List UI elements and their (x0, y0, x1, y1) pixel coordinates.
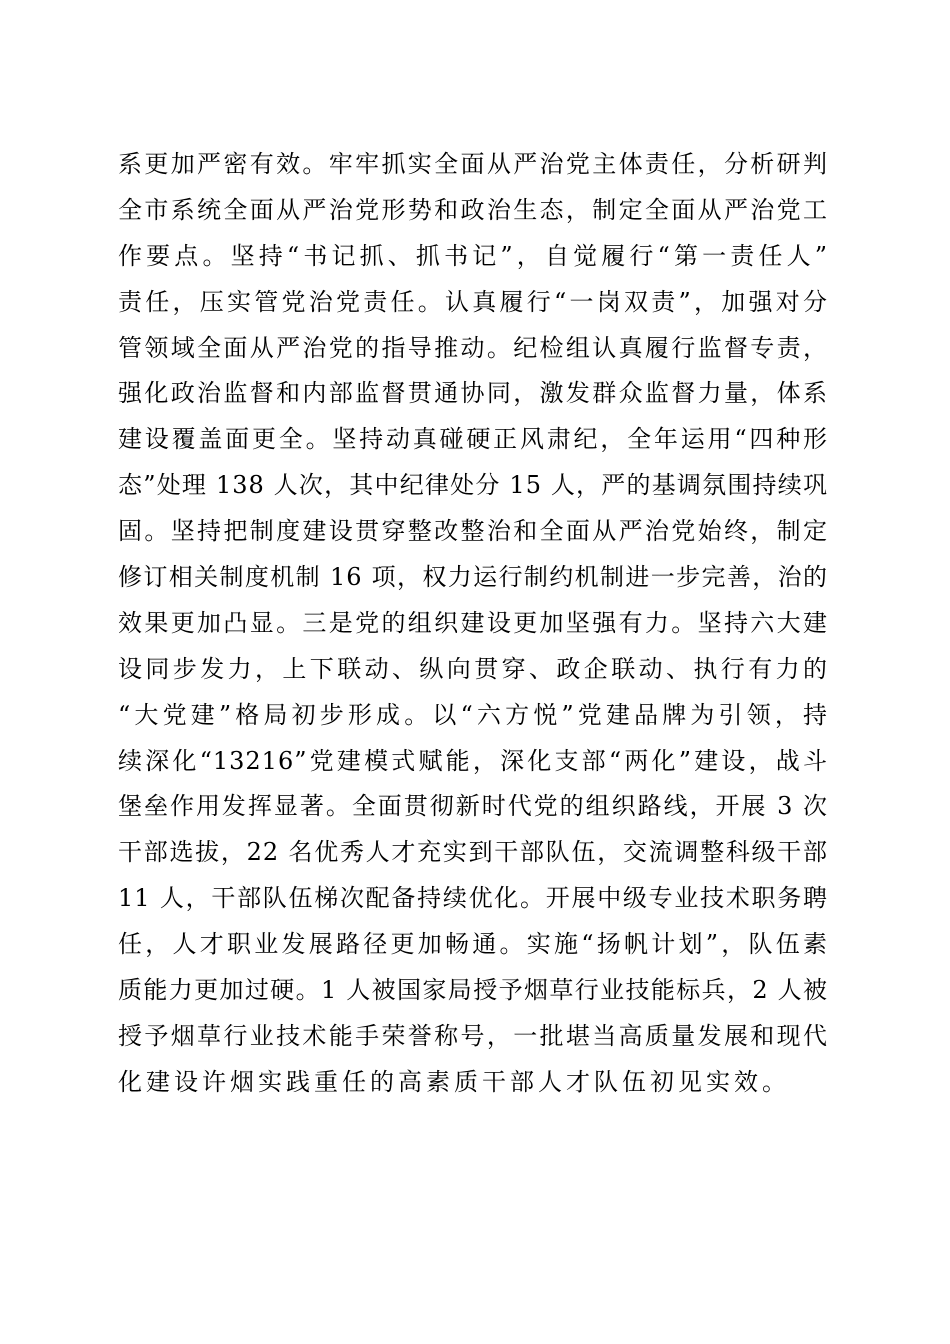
text-line: 强化政治监督和内部监督贯通协同，激发群众监督力量，体系 (118, 379, 828, 408)
body-paragraph (118, 142, 828, 1106)
text-line: 堡垒作用发挥显著。全面贯彻新时代党的组织路线，开展 3 次 (118, 792, 828, 821)
text-line: 全市系统全面从严治党形势和政治生态，制定全面从严治党工 (118, 195, 828, 224)
text-line: 续深化“13216”党建模式赋能，深化支部“两化”建设，战斗 (118, 746, 828, 775)
text-line: 任，人才职业发展路径更加畅通。实施“扬帆计划”，队伍素 (118, 930, 828, 959)
text-line: 修订相关制度机制 16 项，权力运行制约机制进一步完善，治的 (118, 563, 828, 592)
text-line: 责任，压实管党治党责任。认真履行“一岗双责”，加强对分 (118, 287, 828, 316)
text-line: 质能力更加过硬。1 人被国家局授予烟草行业技能标兵，2 人被 (118, 976, 828, 1005)
text-line: 授予烟草行业技术能手荣誉称号，一批堪当高质量发展和现代 (118, 1021, 828, 1050)
text-line: 建设覆盖面更全。坚持动真碰硬正风肃纪，全年运用“四种形 (118, 425, 828, 454)
text-line: 11 人，干部队伍梯次配备持续优化。开展中级专业技术职务聘 (118, 884, 828, 913)
text-line: 设同步发力，上下联动、纵向贯穿、政企联动、执行有力的 (118, 654, 828, 683)
text-line: 系更加严密有效。牢牢抓实全面从严治党主体责任，分析研判 (118, 150, 828, 178)
text-line: 态”处理 138 人次，其中纪律处分 15 人，严的基调氛围持续巩 (118, 471, 828, 500)
text-line: 作要点。坚持“书记抓、抓书记”，自觉履行“第一责任人” (118, 241, 828, 270)
text-line: 管领域全面从严治党的指导推动。纪检组认真履行监督专责， (118, 333, 828, 362)
text-line: 效果更加凸显。三是党的组织建设更加坚强有力。坚持六大建 (118, 608, 828, 637)
text-line: 固。坚持把制度建设贯穿整改整治和全面从严治党始终，制定 (118, 517, 828, 546)
text-line-last: 化建设许烟实践重任的高素质干部人才队伍初见实效。 (118, 1067, 790, 1096)
text-line: 干部选拔，22 名优秀人才充实到干部队伍，交流调整科级干部 (118, 838, 828, 867)
text-line: “大党建”格局初步形成。以“六方悦”党建品牌为引领，持 (118, 700, 828, 729)
